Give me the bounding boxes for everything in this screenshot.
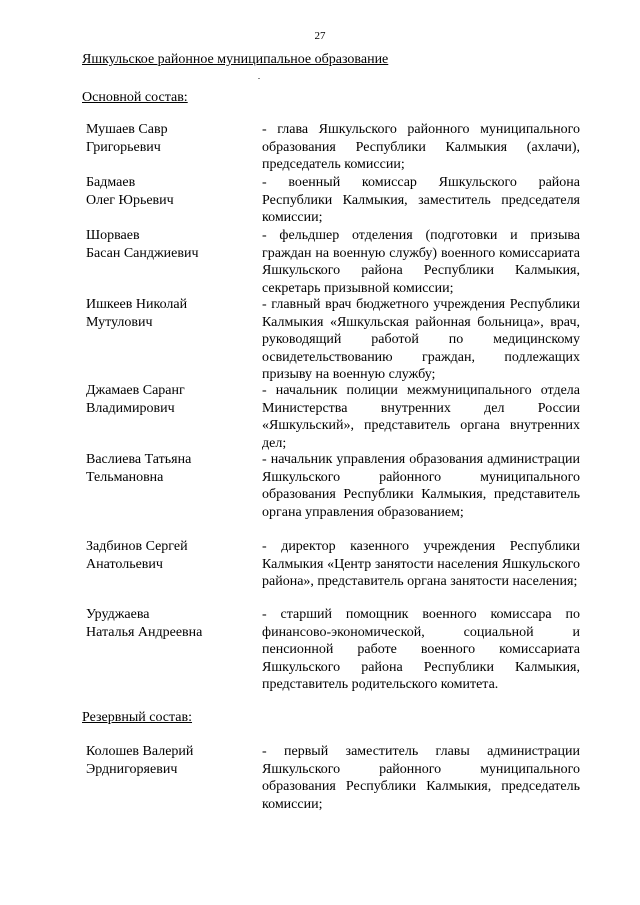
member-role: - главный врач бюджетного учреждения Республики Калмыкия «Яшкульская районная больница», врач, руководящий работой по медицинскому освидетельствованию граждан, подлежащих призыву на военную службу; xyxy=(262,297,580,383)
member-role: - старший помощник военного комиссара по финансово-экономической, социальной и пенсионной работе военного комиссариата Яшкульского района Республики Калмыкия, представитель родительского комитета. xyxy=(262,607,580,693)
member-role: - глава Яшкульского районного муниципального образования Республики Калмыкия (ахлачи), председатель комиссии; xyxy=(262,122,580,173)
organization-heading: Яшкульское районное муниципальное образование xyxy=(82,52,389,67)
page-number: 27 xyxy=(314,30,326,42)
member-name: Джамаев Саранг Владимирович xyxy=(86,383,185,416)
member-role: - первый заместитель главы администрации Яшкульского районного муниципального образования Республики Калмыкия, председатель комиссии; xyxy=(262,744,580,812)
member-role: - директор казенного учреждения Республики Калмыкия «Центр занятости населения Яшкульского района», представитель органа занятости населения; xyxy=(262,539,580,590)
member-role: - фельдшер отделения (подготовки и призыва граждан на военную службу) военного комиссариата Яшкульского района Республики Калмыкия, секретарь призывной комиссии; xyxy=(262,228,580,296)
member-name: Мушаев Савр Григорьевич xyxy=(86,122,168,155)
member-name: Уруджаева Наталья Андреевна xyxy=(86,607,203,640)
member-name: Ишкеев Николай Мутулович xyxy=(86,297,188,330)
scan-mark xyxy=(258,78,260,79)
reserve-composition-heading: Резервный состав: xyxy=(82,710,193,725)
member-role: - начальник полиции межмуниципального отдела Министерства внутренних дел России «Яшкульский», представитель органа внутренних дел; xyxy=(262,383,580,451)
member-role: - военный комиссар Яшкульского района Республики Калмыкия, заместитель председателя комиссии; xyxy=(262,175,580,226)
member-role: - начальник управления образования администрации Яшкульского районного муниципального образования Республики Калмыкия, представитель органа управления образованием; xyxy=(262,452,580,520)
member-name: Колошев Валерий Эрднигоряевич xyxy=(86,744,194,777)
member-name: Шорваев Басан Санджиевич xyxy=(86,228,199,261)
main-composition-heading: Основной состав: xyxy=(82,90,188,105)
member-name: Задбинов Сергей Анатольевич xyxy=(86,539,188,572)
member-name: Бадмаев Олег Юрьевич xyxy=(86,175,174,208)
member-name: Васлиева Татьяна Тельмановна xyxy=(86,452,192,485)
